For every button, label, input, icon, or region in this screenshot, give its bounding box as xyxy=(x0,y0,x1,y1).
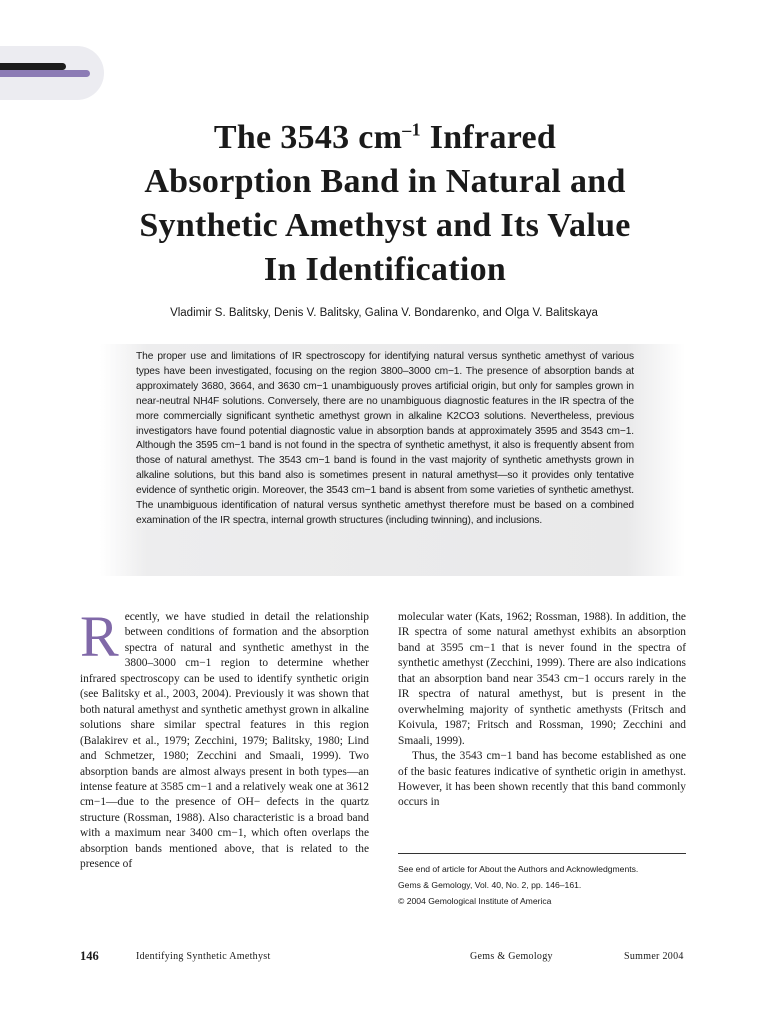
body-paragraph-1-continued: molecular water (Kats, 1962; Rossman, 1988). In addition, the IR spectra of some natural amethyst exhibits an absorption band at 3595 cm−1 that is never found in the spectra of synthetic amethyst (Zecchini, 1999). There are also indications that an absorption band near 3543 cm−1 occurs rarely in the IR spectra of natural amethyst, but is present in the overwhelming majority of synthetic amethysts (Fritsch and Koivula, 1987; Fritsch and Rossman, 1990; Zecchini and Smaali, 1999). xyxy=(398,611,686,747)
drop-cap: R xyxy=(80,604,119,669)
header-stripe-dark xyxy=(0,63,66,70)
header-stripe-accent xyxy=(0,70,90,77)
body-column-right xyxy=(398,610,686,811)
issue-date: Summer 2004 xyxy=(624,951,684,962)
article-title xyxy=(60,108,710,292)
title-line-3: Synthetic Amethyst and Its Value xyxy=(139,207,631,245)
body-paragraph-2: Thus, the 3543 cm−1 band has become established as one of the basic features indicative of synthetic origin in amethyst. However, it has been shown recently that this band commonly occurs in xyxy=(398,750,686,809)
body-column-left xyxy=(80,604,369,873)
journal-name: Gems & Gemology xyxy=(470,951,553,962)
page-number: 146 xyxy=(80,949,99,963)
footnote-copyright: © 2004 Gemological Institute of America xyxy=(398,896,552,906)
body-paragraph-1: ecently, we have studied in detail the relationship between conditions of formation and the absorption spectra of natural and synthetic amethyst in the 3800–3000 cm−1 region to determine whether infrared spectroscopy can be used to identify synthetic origin (see Balitsky et al., 2003, 2004). Previously it was shown that both natural amethyst and synthetic amethyst grown in alkaline solutions share similar spectral features in this region (Balakirev et al., 1979; Zecchini, 1979; Balitsky, 1980; Lind and Schmetzer, 1980; Zecchini and Smaali, 1999). Two absorption bands are almost always present in both types—an intense feature at 3585 cm−1 and a relatively weak one at 3612 cm−1—due to the presence of OH− defects in the quartz structure (Rossman, 1988). Also characteristic is a broad band with a maximum near 3400 cm−1, which often overlaps the absorption bands mentioned above, that is related to the presence of xyxy=(80,611,369,871)
running-title: Identifying Synthetic Amethyst xyxy=(136,951,271,962)
footnote-authors-note: See end of article for About the Authors and Acknowledgments. xyxy=(398,864,639,874)
footnote xyxy=(398,861,688,909)
author-list: Vladimir S. Balitsky, Denis V. Balitsky, Galina V. Bondarenko, and Olga V. Balitskaya xyxy=(170,307,598,319)
title-line-2: Absorption Band in Natural and xyxy=(144,163,626,201)
title-line-4: In Identification xyxy=(263,251,507,289)
footnote-citation: Gems & Gemology, Vol. 40, No. 2, pp. 146–161. xyxy=(398,880,582,890)
abstract-text: The proper use and limitations of IR spectroscopy for identifying natural versus synthetic amethyst of various types have been investigated, focusing on the region 3800–3000 cm−1. The presence of absorption bands at approximately 3680, 3664, and 3630 cm−1 unambiguously proves artificial origin, but only for samples grown in near-neutral NH4F solutions. Conversely, there are no unambiguous diagnostic features in the IR spectra of the more commercially significant synthetic amethyst grown in alkaline K2CO3 solutions. Nevertheless, previous investigators have found potential diagnostic value in absorption bands at approximately 3595 and 3543 cm−1. Although the 3595 cm−1 band is not found in the spectra of synthetic amethyst, it also is frequently absent from those of natural amethyst. The 3543 cm−1 band is found in the vast majority of synthetic amethysts grown in alkaline solutions, but this band also is sometimes present in natural amethyst—so it provides only tentative evidence of synthetic origin. Moreover, the 3543 cm−1 band is absent from some varieties of synthetic amethyst. The unambiguous identification of natural versus synthetic amethyst therefore must be based on a combined examination of the IR spectra, internal growth structures (including twinning), and inclusions. xyxy=(136,351,634,526)
title-line-1: The 3543 $cm^{-1}$ Infrared xyxy=(213,119,557,157)
footnote-divider xyxy=(398,853,686,854)
